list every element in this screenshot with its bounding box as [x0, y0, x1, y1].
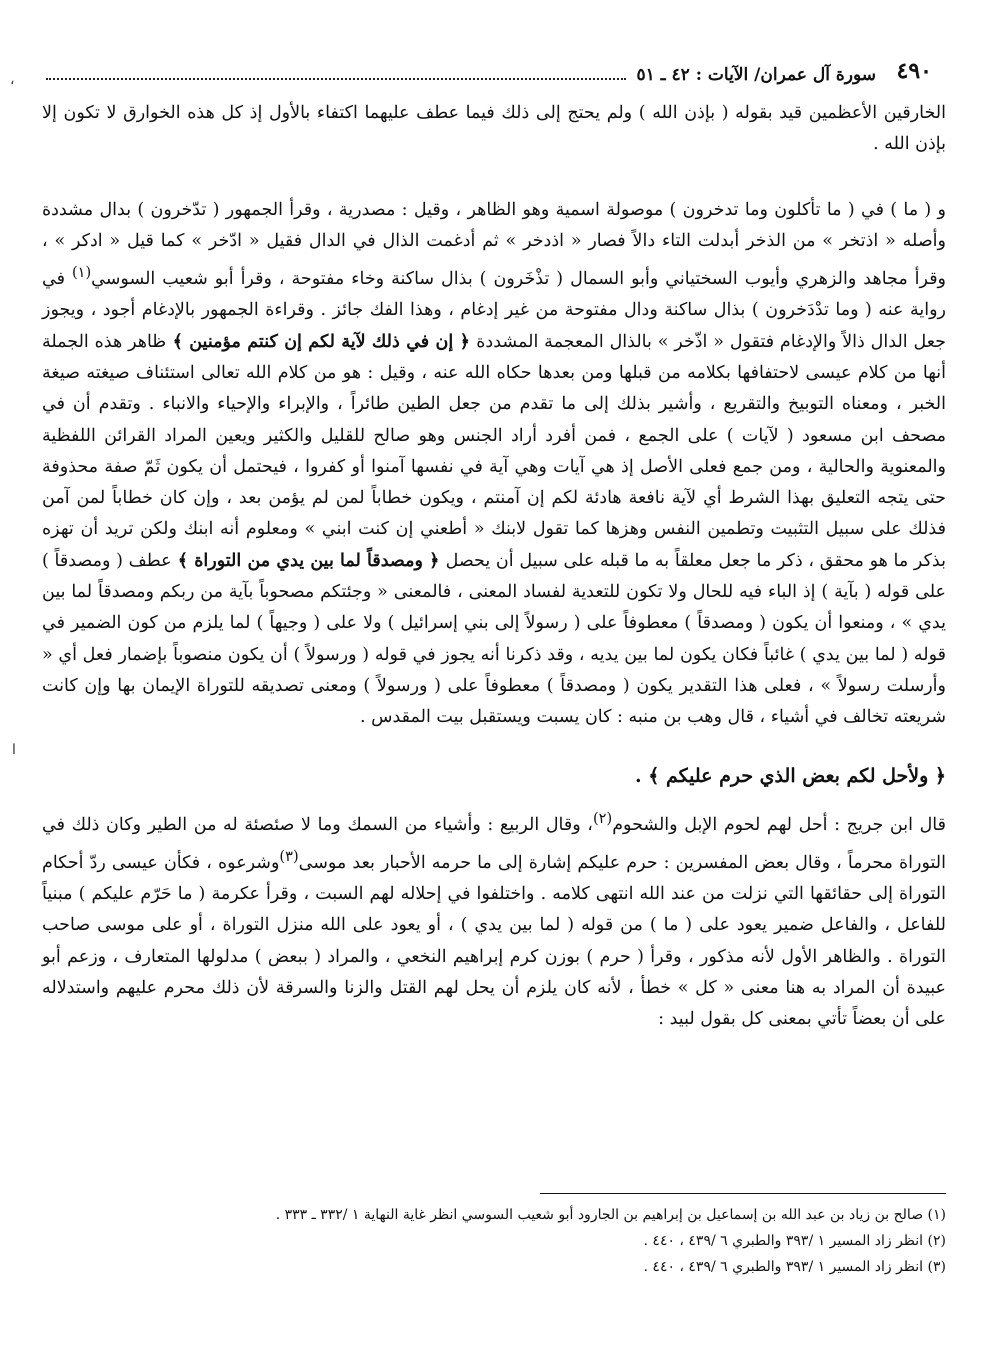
- footnote: (٢) انظر زاد المسير ١ /٣٩٣ والطبري ٦ /٤٣٩ ، ٤٤٠ .: [643, 1233, 946, 1249]
- footnote: (٣) انظر زاد المسير ١ /٣٩٣ والطبري ٦ /٤٣٩ ، ٤٤٠ .: [643, 1259, 946, 1275]
- paragraph-text: و ( ما ) في ( ما تأكلون وما تدخرون ) موصولة اسمية وهو الظاهر ، وقيل : مصدرية ، وقرأ الجمهور ( تدّخرون ) بدال مشددة وأصله « اذتخر » من الذخر أبدلت التاء دالاً فصار « اذدخر » ثم أدغمت الذال في الدال فقيل « ادّخر » كما قيل « ادكر » ، وقرأ مجاهد والزهري وأيوب السختياني وأبو السمال ( تذْخَرون ) بذال ساكنة وخاء مفتوحة ، وقرأ أبو شعيب السوسي: [42, 199, 947, 290]
- quran-verse: ﴿ ولأحل لكم بعض الذي حرم عليكم ﴾ .: [634, 765, 946, 788]
- paragraph-text: وشرعوه ، فكأن عيسى ردّ أحكام التوراة إلى حقائقها التي نزلت من عند الله انتهى كلامه . واختلفوا في إحلاله لهم السبت ، وقرأ عكرمة ( ما حَرّم عليكم ) مبنياً للفاعل ، والفاعل ضمير يعود على ( ما ) من قوله ( لما بين يدي ) ، أو يعود على الله منزل التوراة ، أو على موسى صاحب التوراة . والظاهر الأول لأنه مذكور ، وقرأ ( حرم ) بوزن كرم إبراهيم النخعي ، والمراد ( ببعض ) مدلولها المتعارف ، وزعم أبو عبيدة أن المراد به هنا معنى « كل » خطأ ، لأنه كان يلزم أن يحل لهم القتل والزنا والسرقة لأن ذلك محرم عليهم واستدلاله على أن بعضاً تأتي بمعنى كل بقول لبيد :: [42, 852, 946, 1030]
- margin-mark: ا: [12, 742, 16, 758]
- main-text: [42, 98, 946, 1036]
- paragraph-text: الخارقين الأعظمين قيد بقوله ( بإذن الله ) ولم يحتج إلى ذلك فيما عطف عليهما اكتفاء بالأول إذ كل هذه الخوارق لا تكون إلا بإذن الله .: [42, 103, 946, 155]
- margin-mark: ،: [10, 72, 15, 88]
- running-title: سورة آل عمران/ الآيات : ٤٢ ـ ٥١: [636, 65, 876, 85]
- verse-heading: [42, 761, 946, 792]
- footnote-ref[interactable]: (٣): [279, 847, 299, 865]
- paragraph-text: قال ابن جريج : أحل لهم لحوم الإبل والشحوم: [612, 814, 946, 835]
- page-number: ٤٩٠: [896, 58, 932, 84]
- paragraph-text: عطف ( ومصدقاً ) على قوله ( بآية ) إذ الباء فيه للحال ولا تكون للتعدية لفساد المعنى ، فالمعنى « وجئتكم مصحوباً بآية من ربكم ومصدقاً لما بين يدي » ، ومنعوا أن يكون ( ومصدقاً ) معطوفاً على ( رسولاً إلى بني إسرائيل ) ولا على ( وجيهاً ) لما يلزم من كون الضمير في قوله ( لما بين يدي ) غائباً فكان يكون لما بين يديه ، وقد ذكرنا أنه يجوز في قوله ( ورسولاً ) أن يكون منصوباً بإضمار فعل أي « وأرسلت رسولاً » ، فعلى هذا التقدير يكون ( ومصدقاً ) معطوفاً على ( ورسولاً ) ومعنى تصديقه للتوراة الإيمان بها وإن كانت شريعته تخالف في أشياء ، قال وهب بن منبه : كان يسبت ويستقبل بيت المقدس .: [42, 550, 946, 728]
- paragraph-text: في رواية عنه ( وما تدْدَخرون ) بذال ساكنة ودال مفتوحة من غير إدغام ، وهذا الفك جائز . وقراءة الجمهور بالإدغام أجود ، ويجوز جعل الدال ذالاً والإدغام فتقول « اذّخر » بالذال المعجمة المشددة: [42, 269, 946, 352]
- running-header: [36, 60, 876, 90]
- footnote-divider: [540, 1193, 946, 1194]
- quran-verse: ﴿ ومصدقاً لما بين يدي من التوراة ﴾: [171, 550, 446, 571]
- paragraph-text: ظاهر هذه الجملة أنها من كلام عيسى لاحتفافها بكلامه من قبلها ومن بعدها حكاه الله عنه ، وقيل : هو من كلام الله تعالى استئناف صيغته صيغة الخبر ، ومعناه التوبيخ والتقريع ، وأشير بذلك إلى ما تقدم من جعل الطين طائراً ، والإبراء والإحياء والانباء . وتقدم أن في مصحف ابن مسعود ( لآيات ) على الجمع ، فمن أفرد أراد الجنس وهو صالح للقليل والكثير ويعين المراد القرائن اللفظية والمعنوية والحالية ، ومن جمع فعلى الأصل إذ هي آيات وهي آية في نفسها آمنوا أو كفروا ، فيحتمل أن يكون ثَمّ صفة محذوفة حتى يتجه التعليق بهذا الشرط أي لآية نافعة هادئة لكم إن آمنتم ، ويكون خطاباً لمن لم يؤمن بعد ، وإن كان خطاباً لمن آمن فذلك على سبيل التثبيت وتطمين النفس وهزها كما تقول لابنك « أطعني إن كنت ابني » ومعلوم أنه ابنك ولكن تريد أن تهزه بذكر ما هو محقق ، ذكر ما جعل معلقاً به ما قبله على سبيل أن يحصل: [42, 331, 946, 571]
- paragraph-text: ، وقال الربيع : وأشياء من السمك وما لا صئصئة له من الطير وكان ذلك في التوراة محرماً ، وقال بعض المفسرين : حرم عليكم إشارة إلى ما حرمه الأحبار بعد موسى: [42, 814, 946, 873]
- footnote-ref[interactable]: (١): [71, 264, 92, 282]
- paragraph: [42, 803, 946, 1036]
- footnotes: [42, 1202, 946, 1280]
- footnote-ref[interactable]: (٢): [592, 809, 613, 827]
- quran-verse: ﴿ إن في ذلك لآية لكم إن كنتم مؤمنين ﴾: [166, 331, 477, 352]
- paragraph: [42, 195, 946, 734]
- paragraph: [42, 98, 946, 161]
- dotted-leader: [46, 78, 626, 80]
- footnote: (١) صالح بن زياد بن عبد الله بن إسماعيل بن إبراهيم بن الجارود أبو شعيب السوسي انظر غاية النهاية ١ /٣٣٢ ـ ٣٣٣ .: [275, 1207, 946, 1223]
